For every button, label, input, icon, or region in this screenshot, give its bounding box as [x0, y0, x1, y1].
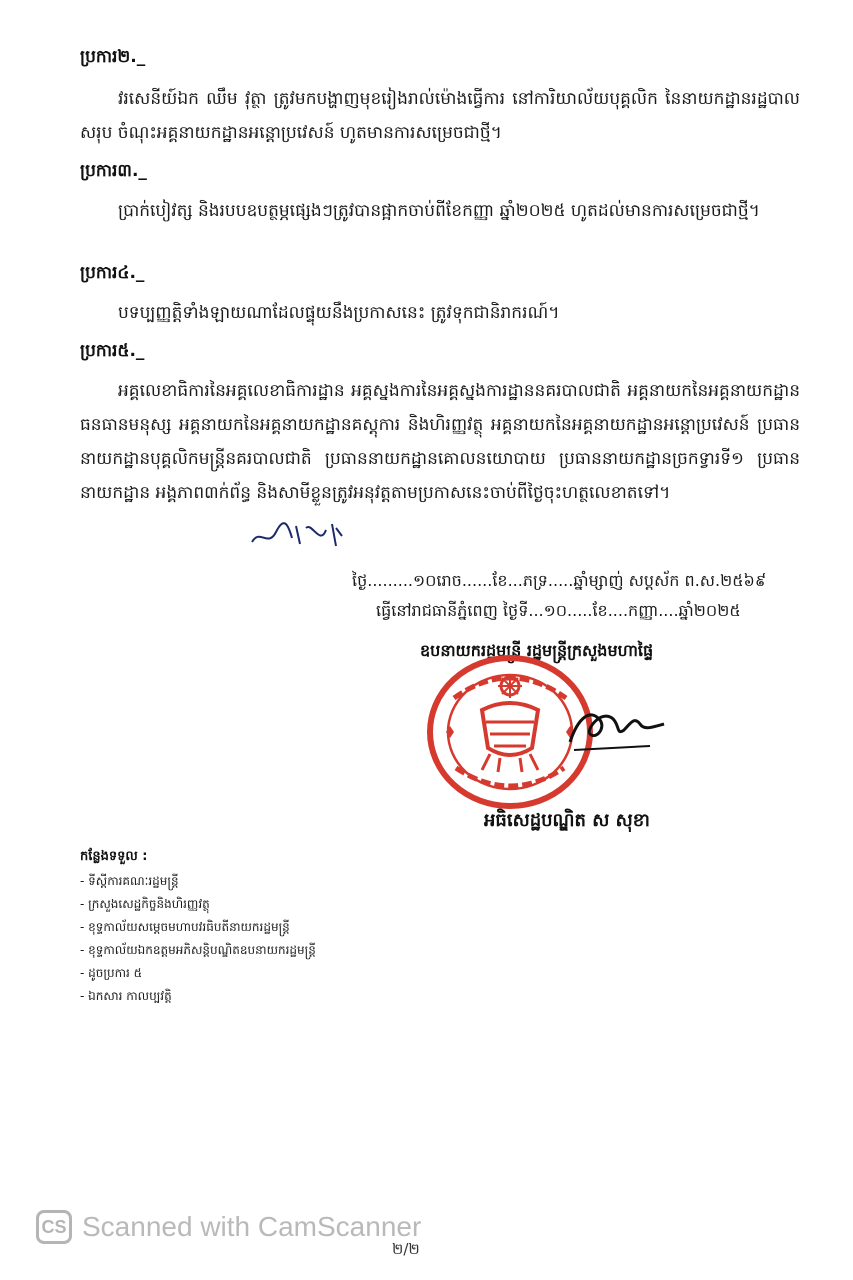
signature-icon — [560, 690, 670, 760]
article-4-label: ប្រការ៤._ — [80, 263, 145, 283]
camscanner-watermark — [36, 1210, 421, 1244]
camscanner-text: Scanned with CamScanner — [82, 1211, 422, 1242]
recipient-item: - ដូចប្រការ ៥ — [80, 966, 143, 980]
article-3-label: ប្រការ៣._ — [80, 161, 147, 181]
recipients-list — [80, 870, 316, 1008]
signer-title: ឧបនាយករដ្ឋមន្ត្រី រដ្ឋមន្ត្រីក្រសួងមហាផ្ទៃ — [420, 641, 654, 660]
article-4-text: បទប្បញ្ញត្តិទាំងឡាយណាដែលផ្ទុយនឹងប្រកាសនេះ ត្រូវទុកជានិរាករណ៍។ — [118, 303, 560, 323]
page-number: ២/២ — [392, 1240, 420, 1258]
date-lunar: ថ្ងៃ.........១០រោច......ខែ...ភទ្រ.....ឆ្នាំម្សាញ់ សប្តស័ក ព.ស.២៥៦៩ — [352, 571, 767, 590]
camscanner-logo-icon: CS — [36, 1210, 72, 1244]
signer-name: អធិសេដ្ឋបណ្ឌិត ស សុខា — [484, 810, 650, 831]
recipients-title: កន្លែងទទួល : — [80, 849, 148, 864]
recipient-item: - ខុទ្ទកាល័យឯកឧត្តមអភិសន្តិបណ្ឌិតឧបនាយករដ្ឋមន្ត្រី — [80, 943, 316, 957]
article-3-text: ប្រាក់បៀវត្ស និងរបបឧបត្ថម្ភផ្សេងៗត្រូវបានផ្អាកចាប់ពីខែកញ្ញា ឆ្នាំ២០២៥ ហូតដល់មានការសម្រេចជាថ្មី។ — [118, 201, 760, 221]
recipient-item: - ទីស្តីការគណៈរដ្ឋមន្ត្រី — [80, 874, 179, 888]
recipient-item: - ក្រសួងសេដ្ឋកិច្ចនិងហិរញ្ញវត្ថុ — [80, 897, 210, 911]
article-5-label: ប្រការ៥._ — [80, 341, 145, 361]
handwritten-initials — [250, 518, 345, 550]
date-solar: ធ្វើនៅរាជធានីភ្នំពេញ ថ្ងៃទី...១០.....ខែ....កញ្ញា....ឆ្នាំ២០២៥ — [376, 601, 741, 620]
article-2-text: វរសេនីយ៍ឯក ឈឹម វុត្ថា ត្រូវមកបង្ហាញមុខរៀងរាល់ម៉ោងធ្វើការ នៅការិយាល័យបុគ្គលិក នៃនាយកដ្ឋានរដ្ឋបាលសរុប ចំណុះអគ្គនាយកដ្ឋានអន្តោប្រវេសន៍ ហូតមានការសម្រេចជាថ្មី។ — [80, 89, 800, 143]
recipient-item: - ខុទ្ទកាល័យសម្តេចមហាបវរធិបតីនាយករដ្ឋមន្ត្រី — [80, 920, 290, 934]
recipient-item: - ឯកសារ កាលប្បវត្តិ — [80, 989, 172, 1003]
article-5-text: អគ្គលេខាធិការនៃអគ្គលេខាធិការដ្ឋាន អគ្គស្នងការនៃអគ្គស្នងការដ្ឋាននគរបាលជាតិ អគ្គនាយកនៃអគ្គនាយកដ្ឋានធនធានមនុស្ស អគ្គនាយកនៃអគ្គនាយកដ្ឋានគស្តុការ និងហិរញ្ញវត្ថុ អគ្គនាយកនៃអគ្គនាយកដ្ឋានអន្តោប្រវេសន៍ ប្រធាននាយកដ្ឋានបុគ្គលិកមន្ត្រីនគរបាលជាតិ ប្រធាននាយកដ្ឋានគោលនយោបាយ ប្រធាននាយកដ្ឋានច្រកទ្វារទី១ ប្រធាននាយកដ្ឋាន អង្គភាព៣ក់ព័ន្ធ និងសាមីខ្លួនត្រូវអនុវត្តតាមប្រកាសនេះចាប់ពីថ្ងៃចុះហត្ថលេខាតទៅ។ — [80, 381, 800, 503]
article-2-label: ប្រការ២._ — [80, 47, 146, 67]
